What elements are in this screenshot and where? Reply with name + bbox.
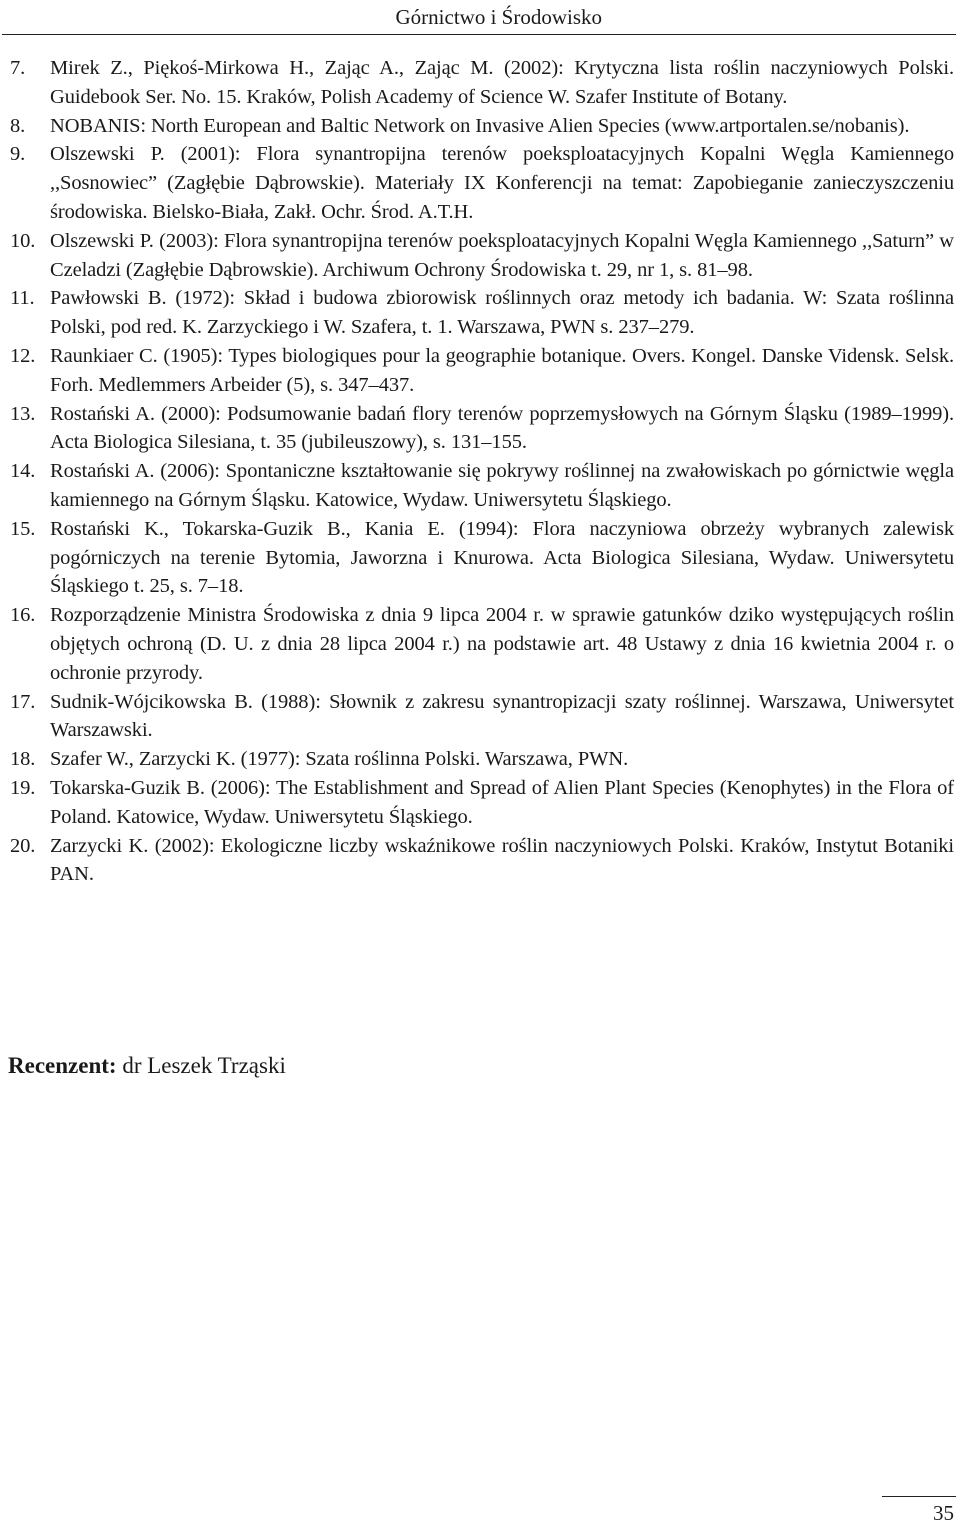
- page-header: [0, 0, 960, 36]
- reference-text: Rostański K., Tokarska-Guzik B., Kania E. (1994): Flora naczyniowa obrzeży wybranych zalewisk pogórniczych na terenie Bytomia, Jaworzna i Knurowa. Acta Biologica Silesiana, Wydaw. Uniwersytetu Śląskiego t. 25, s. 7–18.: [50, 517, 954, 598]
- reference-item: [10, 832, 954, 890]
- reference-item: [10, 745, 954, 774]
- reference-text: NOBANIS: North European and Baltic Network on Invasive Alien Species (www.artportalen.se/nobanis).: [50, 114, 910, 137]
- reference-text: Pawłowski B. (1972): Skład i budowa zbiorowisk roślinnych oraz metody ich badania. W: Szata roślinna Polski, pod red. K. Zarzyckiego i W. Szafera, t. 1. Warszawa, PWN s. 237–279.: [50, 287, 954, 339]
- reference-number: 20.: [10, 834, 36, 857]
- reference-item: [10, 342, 954, 400]
- reference-number: 8.: [10, 114, 26, 137]
- reference-number: 10.: [10, 229, 36, 252]
- reference-item: [10, 688, 954, 746]
- reference-text: Rostański A. (2000): Podsumowanie badań flory terenów poprzemysłowych na Górnym Śląsku (1989–1999). Acta Biologica Silesiana, t. 35 (jubileuszowy), s. 131–155.: [50, 402, 954, 454]
- reference-item: [10, 515, 954, 601]
- reference-number: 19.: [10, 776, 36, 799]
- reference-text: Zarzycki K. (2002): Ekologiczne liczby wskaźnikowe roślin naczyniowych Polski. Kraków, Instytut Botaniki PAN.: [50, 834, 954, 886]
- reference-text: Tokarska-Guzik B. (2006): The Establishment and Spread of Alien Plant Species (Kenophytes) in the Flora of Poland. Katowice, Wydaw. Uniwersytetu Śląskiego.: [50, 776, 954, 828]
- reference-item: [10, 284, 954, 342]
- reference-number: 18.: [10, 748, 36, 771]
- reference-text: Raunkiaer C. (1905): Types biologiques pour la geographie botanique. Overs. Kongel. Danske Vidensk. Selsk. Forh. Medlemmers Arbeider (5), s. 347–437.: [50, 344, 954, 396]
- reference-item: [10, 400, 954, 458]
- reference-number: 11.: [10, 287, 35, 310]
- reference-text: Olszewski P. (2001): Flora synantropijna terenów poeksploatacyjnych Kopalni Węgla Kamiennego ,,Sosnowiec” (Zagłębie Dąbrowskie). Materiały IX Konferencji na temat: Zapobieganie zanieczyszczeniu środowiska. Bielsko-Biała, Zakł. Ochr. Środ. A.T.H.: [50, 143, 954, 223]
- reviewer-name: dr Leszek Trząski: [122, 1053, 286, 1078]
- references-list: [10, 54, 954, 889]
- reference-number: 15.: [10, 517, 36, 540]
- reference-number: 16.: [10, 604, 36, 627]
- reviewer-label: Recenzent:: [8, 1053, 117, 1078]
- reference-item: [10, 457, 954, 515]
- reference-text: Rostański A. (2006): Spontaniczne kształtowanie się pokrywy roślinnej na zwałowiskach po górnictwie węgla kamiennego na Górnym Śląsku. Katowice, Wydaw. Uniwersytetu Śląskiego.: [50, 460, 954, 511]
- reference-item: [10, 54, 954, 112]
- reference-number: 7.: [10, 57, 26, 79]
- reviewer-line: [8, 1051, 286, 1081]
- reference-text: Mirek Z., Piękoś-Mirkowa H., Zając A., Zając M. (2002): Krytyczna lista roślin naczyniowych Polski. Guidebook Ser. No. 15. Kraków, Polish Academy of Science W. Szafer Institute of Botany.: [50, 57, 954, 108]
- reference-item: [10, 140, 954, 226]
- reference-number: 14.: [10, 460, 36, 483]
- reference-number: 17.: [10, 690, 36, 713]
- reference-item: [10, 601, 954, 687]
- reference-text: Olszewski P. (2003): Flora synantropijna terenów poeksploatacyjnych Kopalni Węgla Kamiennego ,,Saturn” w Czeladzi (Zagłębie Dąbrowskie). Archiwum Ochrony Środowiska t. 29, nr 1, s. 81–98.: [50, 229, 954, 281]
- reference-item: [10, 227, 954, 285]
- reference-text: Rozporządzenie Ministra Środowiska z dnia 9 lipca 2004 r. w sprawie gatunków dziko występujących roślin objętych ochroną (D. U. z dnia 28 lipca 2004 r.) na podstawie art. 48 Ustawy z dnia 16 kwietnia 2004 r. o ochronie przyrody.: [50, 604, 954, 684]
- reference-text: Sudnik-Wójcikowska B. (1988): Słownik z zakresu synantropizacji szaty roślinnej. Warszawa, Uniwersytet Warszawski.: [50, 690, 954, 742]
- reference-number: 9.: [10, 143, 26, 166]
- reference-number: 13.: [10, 402, 36, 425]
- header-divider: [2, 34, 956, 35]
- reference-number: 12.: [10, 344, 36, 367]
- reference-text: Szafer W., Zarzycki K. (1977): Szata roślinna Polski. Warszawa, PWN.: [50, 748, 629, 771]
- running-title: Górnictwo i Środowisko: [395, 5, 602, 29]
- page-number: 35: [933, 1501, 954, 1525]
- reference-item: [10, 112, 954, 141]
- reference-item: [10, 774, 954, 832]
- footer-divider: [882, 1496, 956, 1497]
